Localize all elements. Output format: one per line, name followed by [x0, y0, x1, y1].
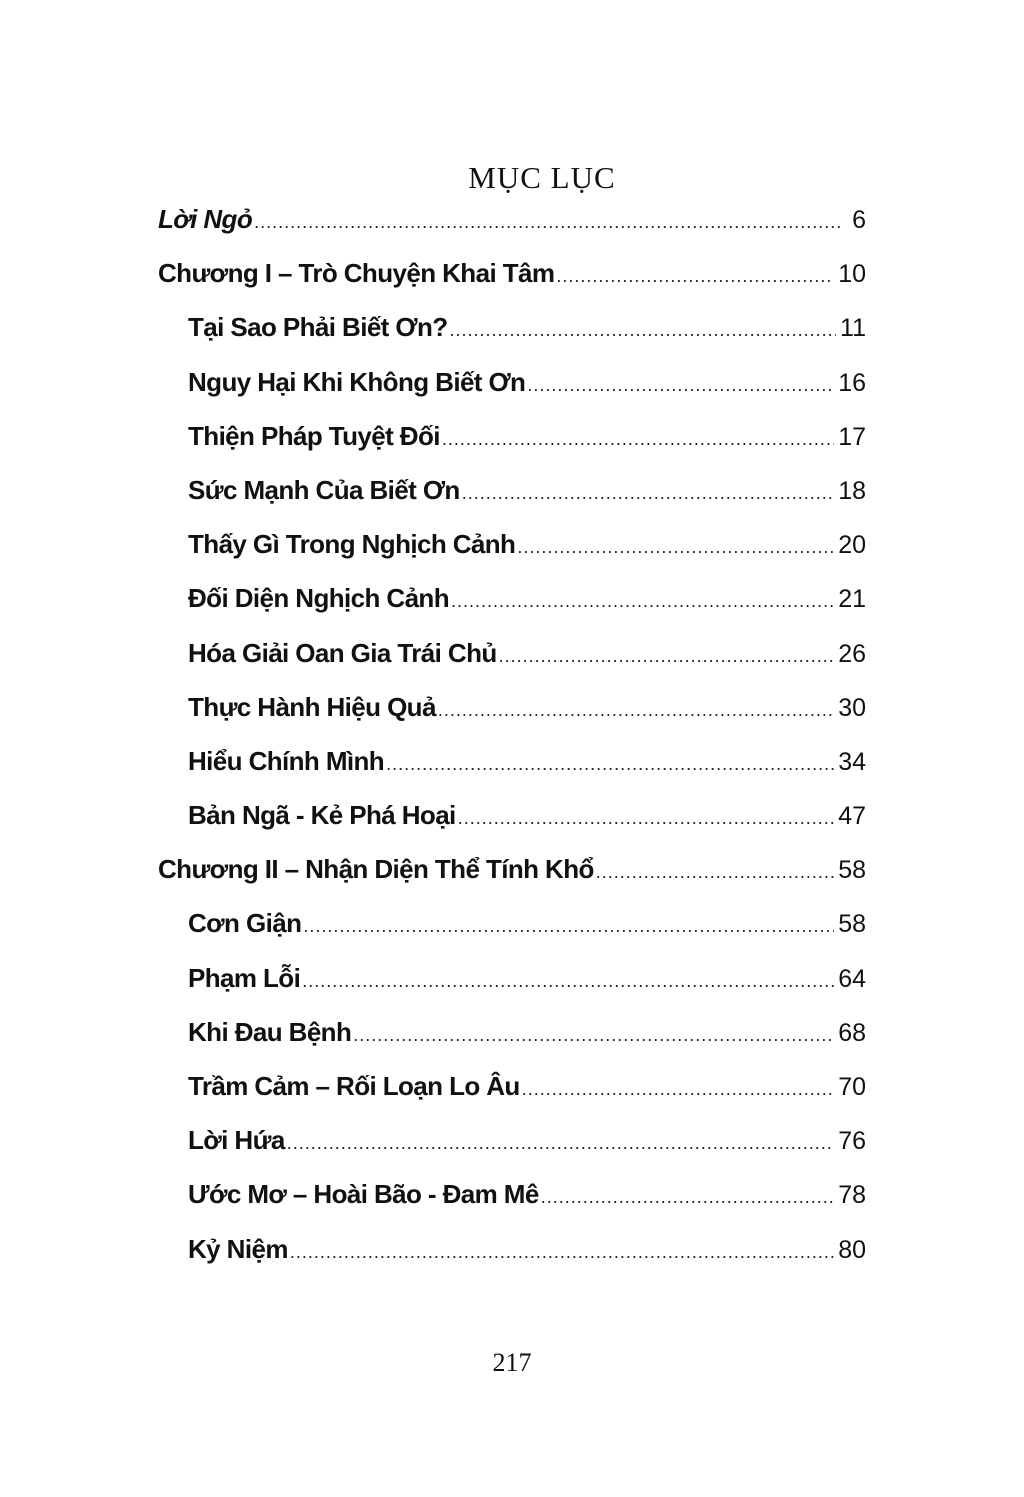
- dot-leader: [438, 683, 834, 737]
- toc-entry-page: 47: [838, 802, 866, 831]
- toc-entry-page: 6: [852, 206, 866, 234]
- toc-chapter-entry[interactable]: [158, 246, 866, 300]
- dot-leader: [499, 629, 835, 683]
- toc-entry-page: 26: [838, 639, 866, 668]
- toc-entry-label: Kỷ Niệm: [188, 1233, 288, 1264]
- toc-section-entry[interactable]: [158, 355, 866, 409]
- toc-entry-page: 30: [838, 693, 866, 722]
- toc-list: [158, 192, 866, 1276]
- dot-leader: [458, 791, 835, 845]
- dot-leader: [254, 195, 842, 249]
- dot-leader: [353, 1008, 834, 1062]
- dot-leader: [527, 358, 834, 412]
- toc-entry-label: Khi Đau Bệnh: [188, 1016, 352, 1047]
- toc-entry-label: Nguy Hại Khi Không Biết Ơn: [188, 366, 526, 397]
- dot-leader: [462, 466, 834, 520]
- toc-entry-label: Hóa Giải Oan Gia Trái Chủ: [188, 637, 497, 668]
- toc-entry-page: 80: [838, 1235, 866, 1264]
- dot-leader: [522, 1062, 834, 1116]
- toc-entry-label: Đối Diện Nghịch Cảnh: [188, 583, 450, 614]
- toc-title: MỤC LỤC: [468, 160, 616, 195]
- toc-entry-page: 17: [838, 422, 866, 451]
- dot-leader: [451, 574, 834, 628]
- toc-section-entry[interactable]: [158, 680, 866, 734]
- toc-entry-page: 68: [838, 1018, 866, 1047]
- toc-chapter-entry[interactable]: [158, 842, 866, 896]
- toc-entry-label: Thấy Gì Trong Nghịch Cảnh: [188, 529, 516, 560]
- toc-entry-page: 76: [838, 1127, 866, 1156]
- dot-leader: [517, 520, 834, 574]
- toc-section-entry[interactable]: [158, 1222, 866, 1276]
- toc-section-entry[interactable]: [158, 626, 866, 680]
- dot-leader: [541, 1170, 835, 1224]
- toc-entry-label: Thiện Pháp Tuyệt Đối: [188, 420, 440, 451]
- dot-leader: [290, 1225, 834, 1279]
- toc-section-entry[interactable]: [158, 1113, 866, 1167]
- page-number: 217: [492, 1348, 532, 1377]
- dot-leader: [556, 249, 834, 303]
- toc-entry-page: 58: [838, 856, 866, 885]
- toc-entry-label: Cơn Giận: [188, 908, 302, 939]
- toc-entry-label: Sức Mạnh Của Biết Ơn: [188, 474, 460, 505]
- toc-entry-label: Thực Hành Hiệu Quả: [188, 691, 436, 722]
- toc-section-entry[interactable]: [158, 1167, 866, 1221]
- toc-section-entry[interactable]: [158, 571, 866, 625]
- toc-entry-label: Phạm Lỗi: [188, 962, 301, 993]
- toc-entry-page: 20: [838, 531, 866, 560]
- toc-section-entry[interactable]: [158, 734, 866, 788]
- dot-leader: [302, 954, 834, 1008]
- toc-section-entry[interactable]: [158, 1059, 866, 1113]
- toc-entry-page: 11: [840, 314, 866, 343]
- toc-entry-page: 18: [838, 476, 866, 505]
- toc-entry-page: 64: [838, 964, 866, 993]
- toc-entry-label: Chương II – Nhận Diện Thể Tính Khổ: [158, 854, 594, 885]
- dot-leader: [596, 845, 834, 899]
- toc-entry-page: 16: [838, 368, 866, 397]
- toc-entry-label: Ước Mơ – Hoài Bão - Đam Mê: [188, 1179, 539, 1210]
- toc-entry-page: 58: [838, 910, 866, 939]
- toc-entry-page: 34: [838, 747, 866, 776]
- dot-leader: [450, 303, 837, 357]
- dot-leader: [287, 1116, 835, 1170]
- toc-entry-label: Bản Ngã - Kẻ Phá Hoại: [188, 800, 456, 831]
- toc-chapter-entry[interactable]: [158, 192, 866, 246]
- toc-section-entry[interactable]: [158, 517, 866, 571]
- toc-entry-label: Tại Sao Phải Biết Ơn?: [188, 312, 448, 343]
- toc-entry-label: Lời Hứa: [188, 1125, 285, 1156]
- dot-leader: [303, 899, 834, 953]
- toc-entry-page: 70: [838, 1073, 866, 1101]
- toc-entry-label: Hiểu Chính Mình: [188, 745, 385, 776]
- toc-entry-page: 10: [838, 260, 866, 289]
- toc-entry-label: Lời Ngỏ: [158, 204, 253, 234]
- toc-section-entry[interactable]: [158, 409, 866, 463]
- toc-entry-label: Trầm Cảm – Rối Loạn Lo Âu: [188, 1071, 520, 1101]
- toc-section-entry[interactable]: [158, 951, 866, 1005]
- dot-leader: [386, 737, 834, 791]
- toc-section-entry[interactable]: [158, 300, 866, 354]
- toc-entry-label: Chương I – Trò Chuyện Khai Tâm: [158, 258, 555, 289]
- toc-entry-page: 21: [838, 585, 866, 614]
- toc-entry-page: 78: [838, 1181, 866, 1210]
- dot-leader: [442, 412, 834, 466]
- toc-section-entry[interactable]: [158, 896, 866, 950]
- toc-section-entry[interactable]: [158, 463, 866, 517]
- toc-section-entry[interactable]: [158, 788, 866, 842]
- toc-section-entry[interactable]: [158, 1005, 866, 1059]
